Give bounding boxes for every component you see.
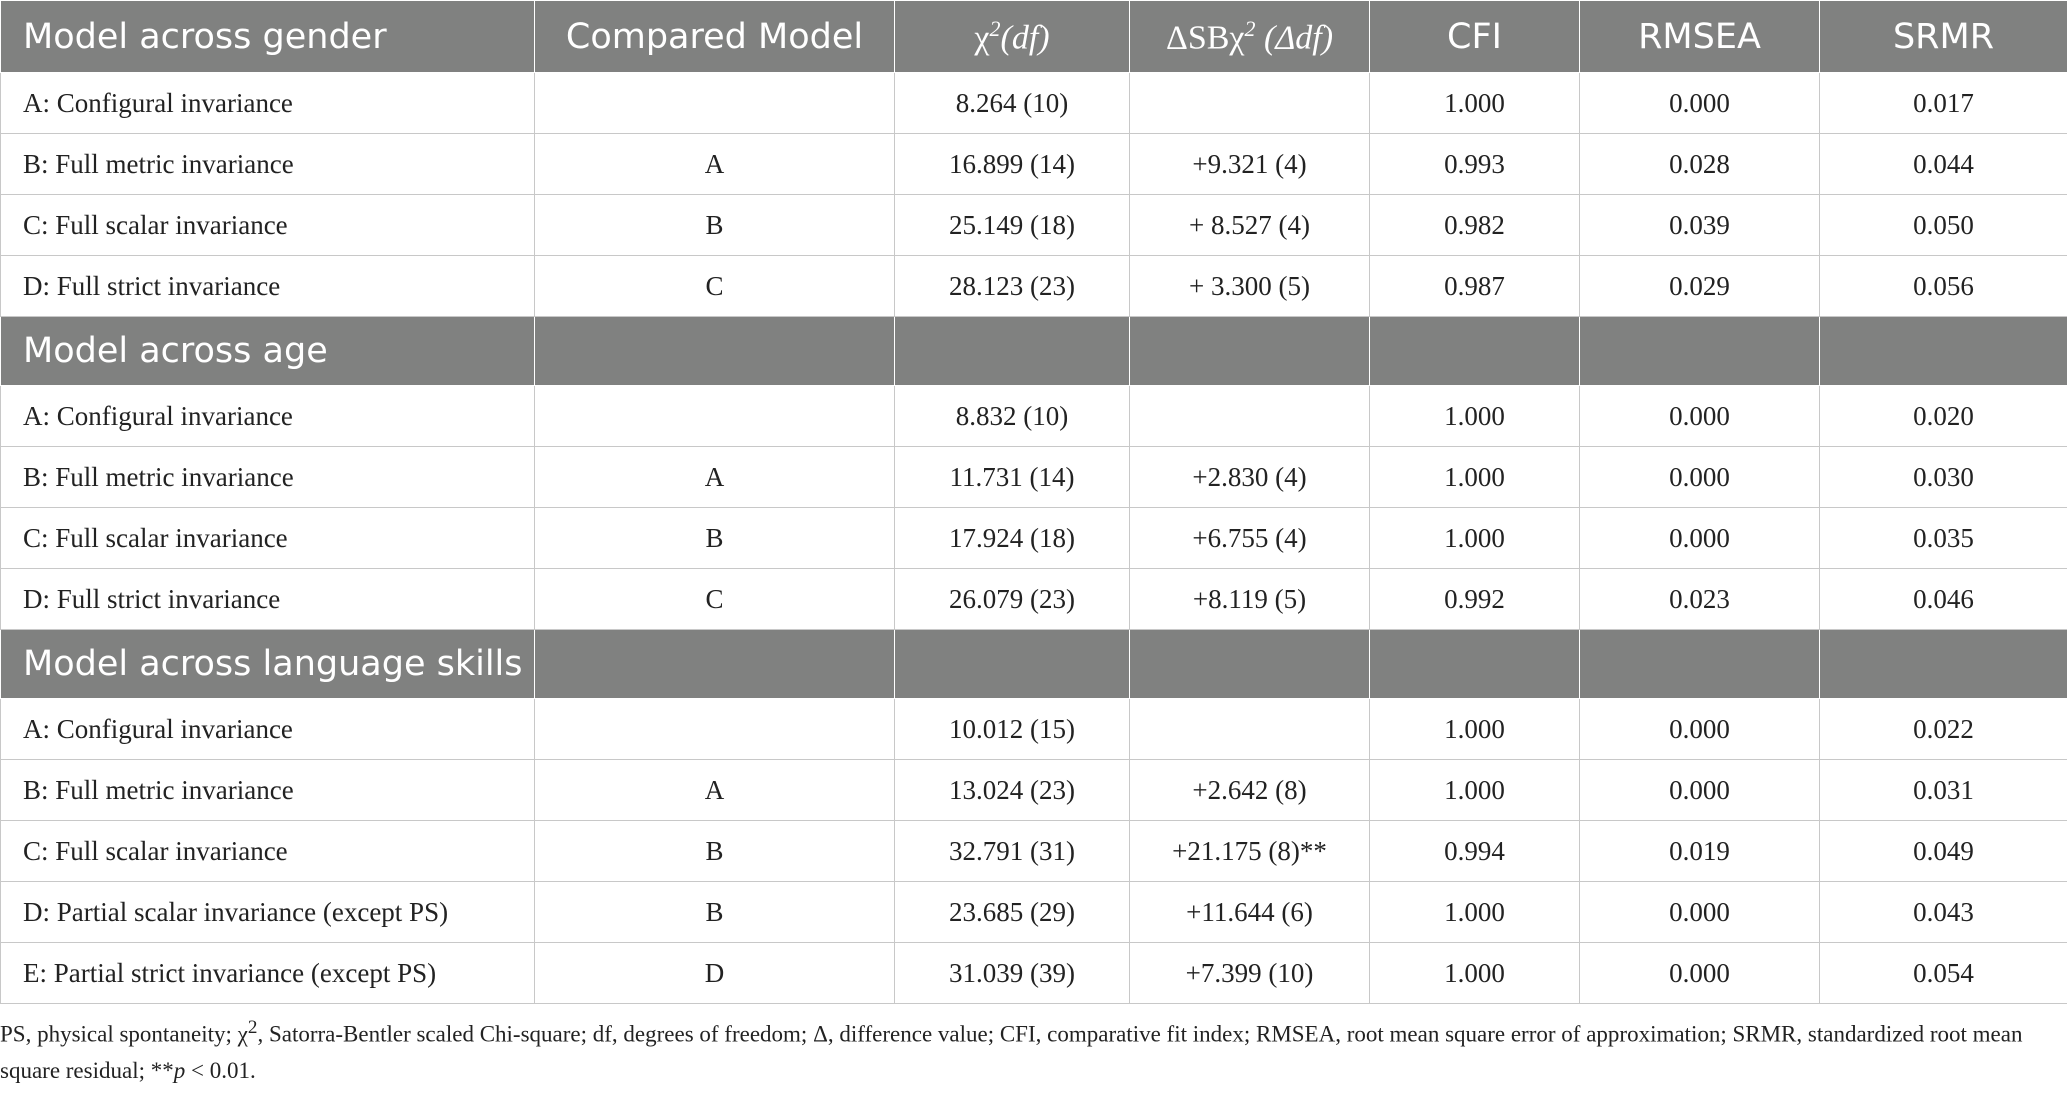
cell-chi: 13.024 (23) <box>895 760 1130 821</box>
cell-compared <box>535 699 895 760</box>
cell-srmr: 0.043 <box>1820 882 2067 943</box>
table-row <box>1 256 2067 317</box>
header-chi-square: $\chi^2(df)$ <box>895 1 1130 73</box>
cell-model: D: Full strict invariance <box>1 256 535 317</box>
cell-model: A: Configural invariance <box>1 73 535 134</box>
cell-srmr: 0.030 <box>1820 447 2067 508</box>
cell-rmsea: 0.019 <box>1580 821 1820 882</box>
cell-model: B: Full metric invariance <box>1 447 535 508</box>
cell-srmr: 0.054 <box>1820 943 2067 1004</box>
cell-srmr: 0.046 <box>1820 569 2067 630</box>
header-srmr: SRMR <box>1820 1 2067 73</box>
cell-srmr: 0.031 <box>1820 760 2067 821</box>
cell-cfi: 1.000 <box>1370 447 1580 508</box>
section-header-cell <box>1370 317 1580 386</box>
table-row <box>1 943 2067 1004</box>
cell-cfi: 0.994 <box>1370 821 1580 882</box>
header-model: Model across gender <box>1 1 535 73</box>
cell-cfi: 1.000 <box>1370 386 1580 447</box>
cell-compared: A <box>535 134 895 195</box>
header-cfi: CFI <box>1370 1 1580 73</box>
cell-delta: +9.321 (4) <box>1130 134 1370 195</box>
section-header-cell <box>1130 317 1370 386</box>
cell-chi: 10.012 (15) <box>895 699 1130 760</box>
cell-srmr: 0.056 <box>1820 256 2067 317</box>
cell-delta: +11.644 (6) <box>1130 882 1370 943</box>
section-title: Model across language skills <box>1 630 535 699</box>
cell-chi: 25.149 (18) <box>895 195 1130 256</box>
cell-rmsea: 0.000 <box>1580 882 1820 943</box>
section-header-cell <box>1370 630 1580 699</box>
section-header-cell <box>1130 630 1370 699</box>
cell-model: C: Full scalar invariance <box>1 195 535 256</box>
section-header-language <box>1 630 2067 699</box>
cell-model: C: Full scalar invariance <box>1 821 535 882</box>
cell-srmr: 0.050 <box>1820 195 2067 256</box>
cell-compared: A <box>535 447 895 508</box>
table-row <box>1 821 2067 882</box>
cell-cfi: 1.000 <box>1370 943 1580 1004</box>
cell-delta: + 3.300 (5) <box>1130 256 1370 317</box>
cell-delta: +21.175 (8)** <box>1130 821 1370 882</box>
cell-srmr: 0.022 <box>1820 699 2067 760</box>
cell-delta: +2.830 (4) <box>1130 447 1370 508</box>
cell-delta: +8.119 (5) <box>1130 569 1370 630</box>
cell-compared: B <box>535 821 895 882</box>
cell-srmr: 0.020 <box>1820 386 2067 447</box>
cell-chi: 26.079 (23) <box>895 569 1130 630</box>
table-row <box>1 386 2067 447</box>
cell-rmsea: 0.000 <box>1580 508 1820 569</box>
header-delta-sb-chi-square: ΔSBχ$^2$ (Δdf) <box>1130 1 1370 73</box>
cell-cfi: 1.000 <box>1370 882 1580 943</box>
cell-model: B: Full metric invariance <box>1 760 535 821</box>
cell-compared: B <box>535 882 895 943</box>
cell-rmsea: 0.000 <box>1580 386 1820 447</box>
table-row <box>1 569 2067 630</box>
cell-delta: +2.642 (8) <box>1130 760 1370 821</box>
cell-delta <box>1130 73 1370 134</box>
table-row <box>1 699 2067 760</box>
cell-model: A: Configural invariance <box>1 386 535 447</box>
section-header-cell <box>535 317 895 386</box>
table-row <box>1 882 2067 943</box>
section-header-cell <box>1820 317 2067 386</box>
cell-delta: +7.399 (10) <box>1130 943 1370 1004</box>
section-header-cell <box>1820 630 2067 699</box>
cell-rmsea: 0.000 <box>1580 943 1820 1004</box>
table-footnote: PS, physical spontaneity; $\chi^2$, Satorra-Bentler scaled Chi-square; df, degrees of freedom; Δ, difference value; CFI, comparative fit index; RMSEA, root mean square error of approximation; SRMR, standardized root mean square residual; **p < 0.01. <box>0 1017 2023 1083</box>
table-row <box>1 134 2067 195</box>
cell-compared: A <box>535 760 895 821</box>
cell-chi: 17.924 (18) <box>895 508 1130 569</box>
header-rmsea: RMSEA <box>1580 1 1820 73</box>
cell-rmsea: 0.000 <box>1580 447 1820 508</box>
cell-rmsea: 0.000 <box>1580 760 1820 821</box>
header-row <box>1 1 2067 73</box>
section-header-cell <box>1580 317 1820 386</box>
cell-cfi: 1.000 <box>1370 508 1580 569</box>
cell-model: D: Partial scalar invariance (except PS) <box>1 882 535 943</box>
cell-delta: +6.755 (4) <box>1130 508 1370 569</box>
table-row <box>1 508 2067 569</box>
cell-chi: 23.685 (29) <box>895 882 1130 943</box>
cell-model: C: Full scalar invariance <box>1 508 535 569</box>
cell-rmsea: 0.000 <box>1580 73 1820 134</box>
cell-model: E: Partial strict invariance (except PS) <box>1 943 535 1004</box>
cell-compared <box>535 73 895 134</box>
cell-rmsea: 0.039 <box>1580 195 1820 256</box>
cell-srmr: 0.017 <box>1820 73 2067 134</box>
cell-chi: 11.731 (14) <box>895 447 1130 508</box>
cell-srmr: 0.035 <box>1820 508 2067 569</box>
section-header-age <box>1 317 2067 386</box>
cell-srmr: 0.044 <box>1820 134 2067 195</box>
cell-chi: 32.791 (31) <box>895 821 1130 882</box>
cell-cfi: 1.000 <box>1370 699 1580 760</box>
cell-cfi: 1.000 <box>1370 760 1580 821</box>
cell-model: D: Full strict invariance <box>1 569 535 630</box>
cell-model: B: Full metric invariance <box>1 134 535 195</box>
cell-model: A: Configural invariance <box>1 699 535 760</box>
cell-cfi: 1.000 <box>1370 73 1580 134</box>
section-header-cell <box>535 630 895 699</box>
cell-chi: 31.039 (39) <box>895 943 1130 1004</box>
cell-cfi: 0.982 <box>1370 195 1580 256</box>
cell-rmsea: 0.029 <box>1580 256 1820 317</box>
cell-delta <box>1130 386 1370 447</box>
cell-delta: + 8.527 (4) <box>1130 195 1370 256</box>
table-row <box>1 760 2067 821</box>
cell-cfi: 0.987 <box>1370 256 1580 317</box>
cell-chi: 8.832 (10) <box>895 386 1130 447</box>
cell-chi: 16.899 (14) <box>895 134 1130 195</box>
cell-compared: C <box>535 256 895 317</box>
table-row <box>1 73 2067 134</box>
cell-compared: D <box>535 943 895 1004</box>
cell-srmr: 0.049 <box>1820 821 2067 882</box>
cell-compared: C <box>535 569 895 630</box>
table-row <box>1 447 2067 508</box>
cell-delta <box>1130 699 1370 760</box>
cell-cfi: 0.992 <box>1370 569 1580 630</box>
section-header-cell <box>1580 630 1820 699</box>
cell-rmsea: 0.023 <box>1580 569 1820 630</box>
cell-compared: B <box>535 508 895 569</box>
section-title: Model across age <box>1 317 535 386</box>
cell-rmsea: 0.000 <box>1580 699 1820 760</box>
cell-compared: B <box>535 195 895 256</box>
cell-chi: 28.123 (23) <box>895 256 1130 317</box>
table-row <box>1 195 2067 256</box>
cell-chi: 8.264 (10) <box>895 73 1130 134</box>
section-header-cell <box>895 630 1130 699</box>
cell-compared <box>535 386 895 447</box>
header-compared-model: Compared Model <box>535 1 895 73</box>
cell-rmsea: 0.028 <box>1580 134 1820 195</box>
section-header-cell <box>895 317 1130 386</box>
cell-cfi: 0.993 <box>1370 134 1580 195</box>
